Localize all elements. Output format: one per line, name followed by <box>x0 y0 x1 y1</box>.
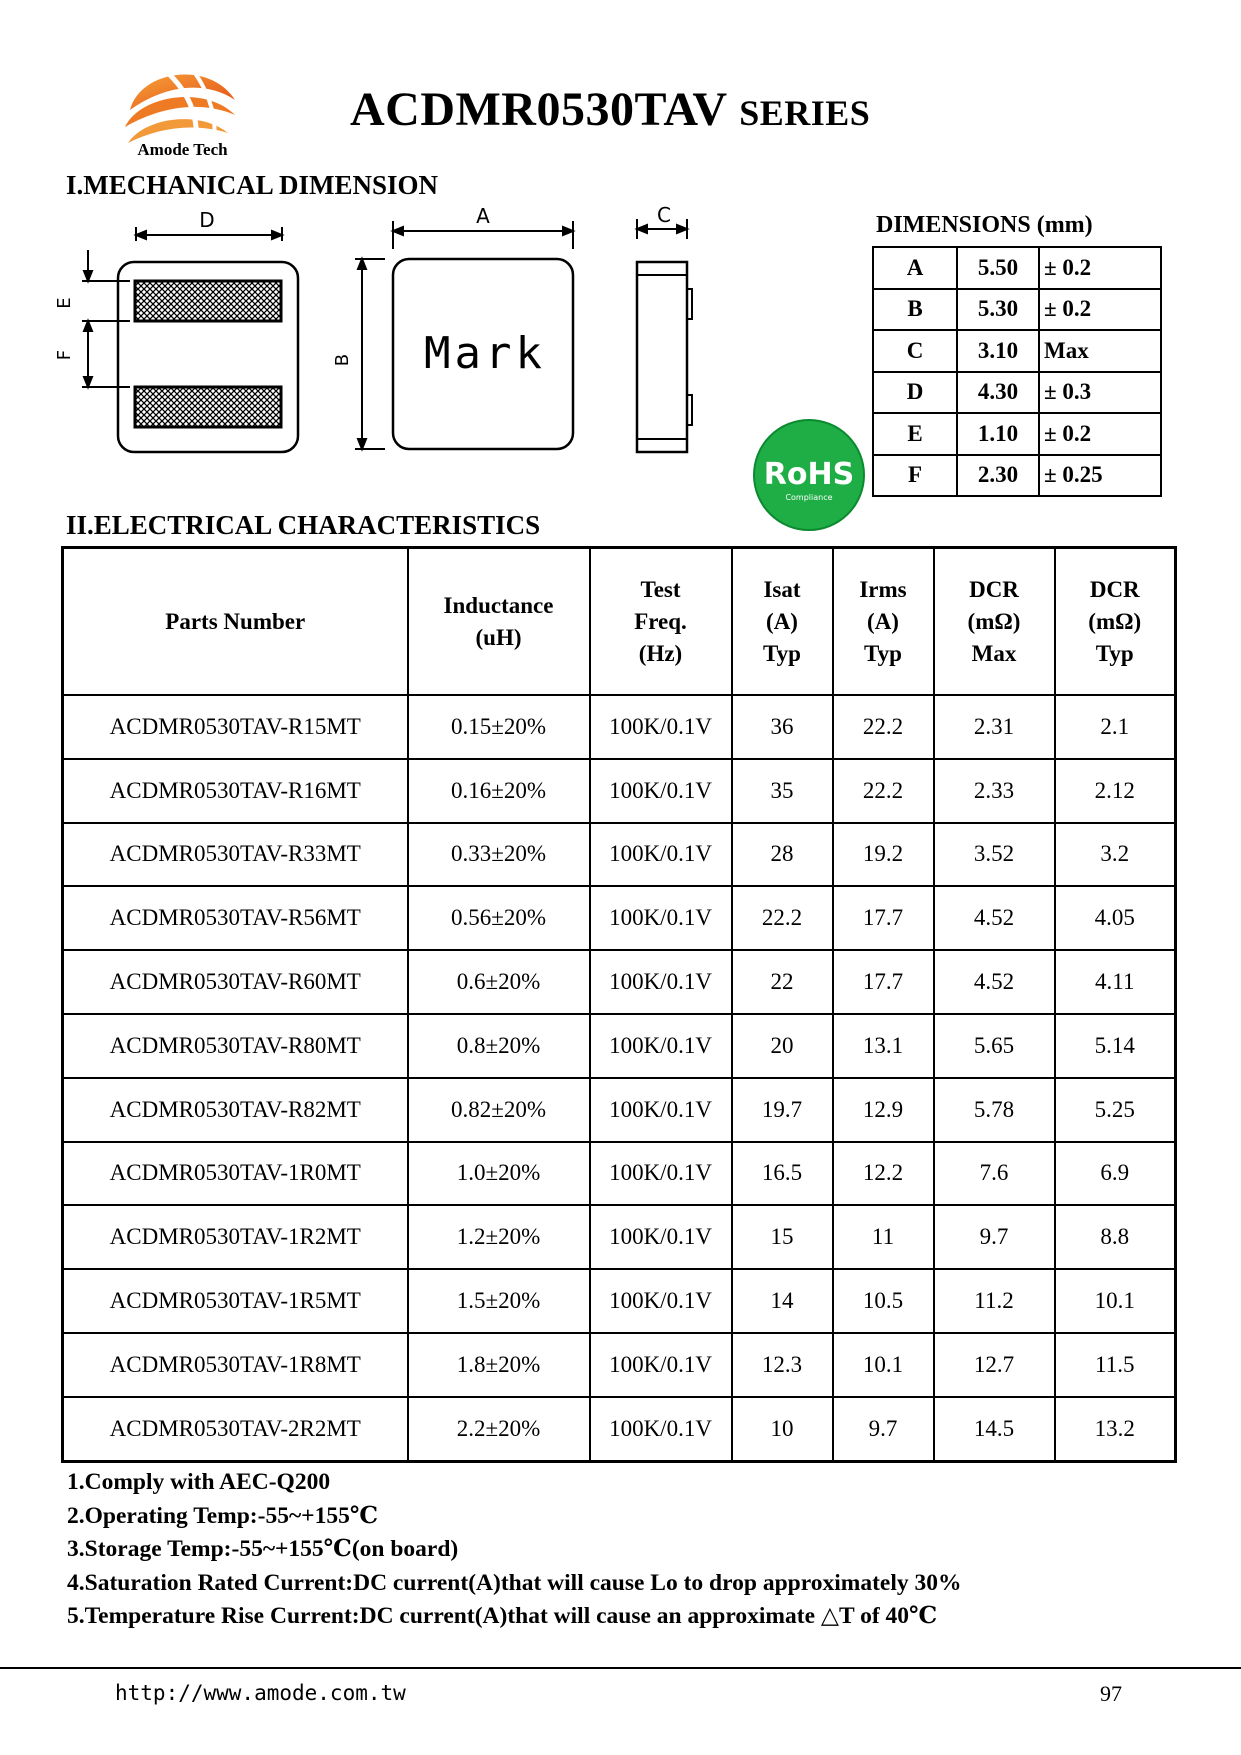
dimension-value: 4.30 <box>957 372 1039 414</box>
table-cell: 5.65 <box>934 1014 1055 1078</box>
table-cell: 100K/0.1V <box>590 1014 732 1078</box>
table-cell: 100K/0.1V <box>590 1078 732 1142</box>
mechanical-drawing <box>54 203 720 475</box>
table-row <box>63 1205 1176 1269</box>
label-a: A <box>476 204 490 228</box>
label-d: D <box>199 208 215 232</box>
table-cell: 7.6 <box>934 1142 1055 1206</box>
dimension-row <box>873 289 1161 331</box>
column-header-line: Freq. <box>634 608 687 634</box>
dimensions-title: DIMENSIONS (mm) <box>876 212 1093 238</box>
table-cell: 0.16±20% <box>408 759 590 823</box>
column-header-line: (Hz) <box>638 640 683 666</box>
table-cell: 100K/0.1V <box>590 1205 732 1269</box>
table-cell: 12.7 <box>934 1333 1055 1397</box>
table-cell: 5.78 <box>934 1078 1055 1142</box>
label-e: E <box>54 297 75 309</box>
dimensions-table <box>872 246 1162 497</box>
table-row <box>63 695 1176 759</box>
column-header-line: Inductance <box>443 592 554 618</box>
dimension-row <box>873 413 1161 455</box>
notes <box>67 1466 961 1634</box>
table-cell: 0.82±20% <box>408 1078 590 1142</box>
rohs-subtext: Compliance <box>785 493 833 502</box>
column-header-line: (uH) <box>475 624 522 650</box>
column-header-line: (A) <box>766 608 798 634</box>
table-cell: 0.33±20% <box>408 823 590 887</box>
rohs-badge <box>753 418 865 533</box>
column-header <box>1055 548 1176 696</box>
table-cell: 1.0±20% <box>408 1142 590 1206</box>
table-cell: 11.2 <box>934 1269 1055 1333</box>
table-cell: 9.7 <box>934 1205 1055 1269</box>
table-row <box>63 1014 1176 1078</box>
table-cell: 14 <box>732 1269 833 1333</box>
table-cell: 35 <box>732 759 833 823</box>
table-cell: 100K/0.1V <box>590 1333 732 1397</box>
note-item: 2.Operating Temp:-55~+155℃ <box>67 1502 378 1529</box>
table-cell: 3.2 <box>1055 823 1176 887</box>
table-cell: 0.56±20% <box>408 886 590 950</box>
column-header <box>833 548 934 696</box>
table-cell: ACDMR0530TAV-2R2MT <box>63 1397 408 1461</box>
table-cell: 100K/0.1V <box>590 759 732 823</box>
table-cell: 36 <box>732 695 833 759</box>
dimension-tol: ± 0.25 <box>1039 455 1161 497</box>
table-cell: 10.1 <box>833 1333 934 1397</box>
label-c: C <box>657 203 671 227</box>
table-cell: 22.2 <box>833 695 934 759</box>
rohs-text: RoHS <box>763 457 855 492</box>
table-cell: 1.8±20% <box>408 1333 590 1397</box>
dimension-row <box>873 372 1161 414</box>
table-cell: 13.2 <box>1055 1397 1176 1461</box>
column-header <box>732 548 833 696</box>
column-header-line: DCR <box>1089 576 1140 602</box>
note-item: 5.Temperature Rise Current:DC current(A)that will cause an approximate △T of 40℃ <box>67 1603 938 1629</box>
table-cell: 100K/0.1V <box>590 695 732 759</box>
dimension-key: F <box>873 455 957 497</box>
column-header-line: Typ <box>864 640 902 666</box>
table-row <box>63 759 1176 823</box>
table-cell: 4.52 <box>934 950 1055 1014</box>
column-header <box>408 548 590 696</box>
table-cell: 6.9 <box>1055 1142 1176 1206</box>
table-cell: 19.2 <box>833 823 934 887</box>
dimension-value: 1.10 <box>957 413 1039 455</box>
table-cell: 100K/0.1V <box>590 950 732 1014</box>
note-item: 1.Comply with AEC-Q200 <box>67 1469 331 1495</box>
table-cell: 1.2±20% <box>408 1205 590 1269</box>
table-cell: 17.7 <box>833 886 934 950</box>
dimension-value: 5.50 <box>957 247 1039 289</box>
table-cell: 10 <box>732 1397 833 1461</box>
bottom-view <box>82 227 298 452</box>
title-part-number: ACDMR0530TAV <box>350 83 727 136</box>
dimension-tol: ± 0.2 <box>1039 413 1161 455</box>
table-row <box>63 1333 1176 1397</box>
column-header-line: Isat <box>763 576 801 602</box>
table-cell: ACDMR0530TAV-1R2MT <box>63 1205 408 1269</box>
table-cell: 12.9 <box>833 1078 934 1142</box>
table-cell: 22 <box>732 950 833 1014</box>
table-cell: 10.5 <box>833 1269 934 1333</box>
dimension-key: C <box>873 330 957 372</box>
column-header-line: Parts Number <box>165 608 306 634</box>
label-b: B <box>332 353 353 367</box>
column-header-line: (mΩ) <box>967 608 1021 634</box>
table-cell: 2.1 <box>1055 695 1176 759</box>
table-cell: ACDMR0530TAV-R33MT <box>63 823 408 887</box>
table-cell: 28 <box>732 823 833 887</box>
table-cell: 17.7 <box>833 950 934 1014</box>
column-header-line: Typ <box>763 640 801 666</box>
table-cell: 13.1 <box>833 1014 934 1078</box>
dimension-tol: ± 0.2 <box>1039 289 1161 331</box>
table-row <box>63 1397 1176 1461</box>
table-cell: 22.2 <box>732 886 833 950</box>
table-cell: ACDMR0530TAV-R16MT <box>63 759 408 823</box>
table-cell: 2.31 <box>934 695 1055 759</box>
dimension-tol: Max <box>1039 330 1161 372</box>
dimension-row <box>873 247 1161 289</box>
dimension-key: D <box>873 372 957 414</box>
dimension-row <box>873 330 1161 372</box>
table-cell: ACDMR0530TAV-1R8MT <box>63 1333 408 1397</box>
table-cell: 4.05 <box>1055 886 1176 950</box>
electrical-characteristics-table <box>61 546 1177 1463</box>
table-cell: 11.5 <box>1055 1333 1176 1397</box>
note-item: 3.Storage Temp:-55~+155℃(on board) <box>67 1536 459 1562</box>
page-title <box>350 82 870 137</box>
column-header-line: Irms <box>859 576 907 602</box>
dimension-row <box>873 455 1161 497</box>
table-cell: 1.5±20% <box>408 1269 590 1333</box>
table-row <box>63 1269 1176 1333</box>
logo-text: Amode Tech <box>137 140 228 159</box>
column-header <box>590 548 732 696</box>
table-cell: ACDMR0530TAV-R82MT <box>63 1078 408 1142</box>
table-row <box>63 1142 1176 1206</box>
table-cell: 11 <box>833 1205 934 1269</box>
table-row <box>63 1078 1176 1142</box>
dimension-key: B <box>873 289 957 331</box>
column-header <box>934 548 1055 696</box>
title-series: SERIES <box>739 93 871 133</box>
table-cell: 12.2 <box>833 1142 934 1206</box>
table-cell: ACDMR0530TAV-R80MT <box>63 1014 408 1078</box>
mechanical-dimension-heading: I.MECHANICAL DIMENSION <box>66 170 439 200</box>
column-header-line: Test <box>640 576 681 602</box>
table-cell: 100K/0.1V <box>590 823 732 887</box>
table-cell: 2.2±20% <box>408 1397 590 1461</box>
table-cell: 15 <box>732 1205 833 1269</box>
dimension-tol: ± 0.2 <box>1039 247 1161 289</box>
table-cell: 100K/0.1V <box>590 886 732 950</box>
dimension-key: A <box>873 247 957 289</box>
table-cell: 2.12 <box>1055 759 1176 823</box>
label-f: F <box>54 349 75 361</box>
column-header-line: Typ <box>1095 640 1134 666</box>
table-cell: ACDMR0530TAV-R60MT <box>63 950 408 1014</box>
dimension-tol: ± 0.3 <box>1039 372 1161 414</box>
column-header-line: Max <box>971 640 1017 666</box>
column-header-line: (A) <box>867 608 899 634</box>
table-cell: ACDMR0530TAV-1R5MT <box>63 1269 408 1333</box>
table-cell: ACDMR0530TAV-R15MT <box>63 695 408 759</box>
table-cell: 2.33 <box>934 759 1055 823</box>
table-cell: 10.1 <box>1055 1269 1176 1333</box>
table-cell: 0.8±20% <box>408 1014 590 1078</box>
dimension-value: 5.30 <box>957 289 1039 331</box>
table-cell: 20 <box>732 1014 833 1078</box>
table-cell: 0.15±20% <box>408 695 590 759</box>
label-mark: Mark <box>424 328 546 379</box>
table-cell: ACDMR0530TAV-R56MT <box>63 886 408 950</box>
table-cell: 19.7 <box>732 1078 833 1142</box>
column-header-line: DCR <box>969 576 1019 602</box>
table-row <box>63 950 1176 1014</box>
table-cell: 4.52 <box>934 886 1055 950</box>
table-cell: 100K/0.1V <box>590 1142 732 1206</box>
side-view <box>637 219 692 452</box>
footer-url[interactable]: http://www.amode.com.tw <box>115 1681 406 1705</box>
footer-divider <box>0 1667 1241 1669</box>
table-cell: 100K/0.1V <box>590 1397 732 1461</box>
table-cell: 12.3 <box>732 1333 833 1397</box>
table-cell: ACDMR0530TAV-1R0MT <box>63 1142 408 1206</box>
table-cell: 9.7 <box>833 1397 934 1461</box>
table-cell: 22.2 <box>833 759 934 823</box>
table-cell: 16.5 <box>732 1142 833 1206</box>
table-cell: 100K/0.1V <box>590 1269 732 1333</box>
page-number: 97 <box>1100 1681 1122 1706</box>
column-header <box>63 548 408 696</box>
table-cell: 5.14 <box>1055 1014 1176 1078</box>
table-cell: 0.6±20% <box>408 950 590 1014</box>
table-cell: 3.52 <box>934 823 1055 887</box>
table-cell: 14.5 <box>934 1397 1055 1461</box>
table-row <box>63 823 1176 887</box>
table-cell: 8.8 <box>1055 1205 1176 1269</box>
column-header-line: (mΩ) <box>1088 608 1142 634</box>
table-row <box>63 886 1176 950</box>
table-cell: 5.25 <box>1055 1078 1176 1142</box>
table-cell: 4.11 <box>1055 950 1176 1014</box>
electrical-characteristics-heading: II.ELECTRICAL CHARACTERISTICS <box>66 510 541 540</box>
dimension-value: 2.30 <box>957 455 1039 497</box>
dimension-value: 3.10 <box>957 330 1039 372</box>
dimension-key: E <box>873 413 957 455</box>
note-item: 4.Saturation Rated Current:DC current(A)that will cause Lo to drop approximately 30% <box>67 1569 962 1596</box>
